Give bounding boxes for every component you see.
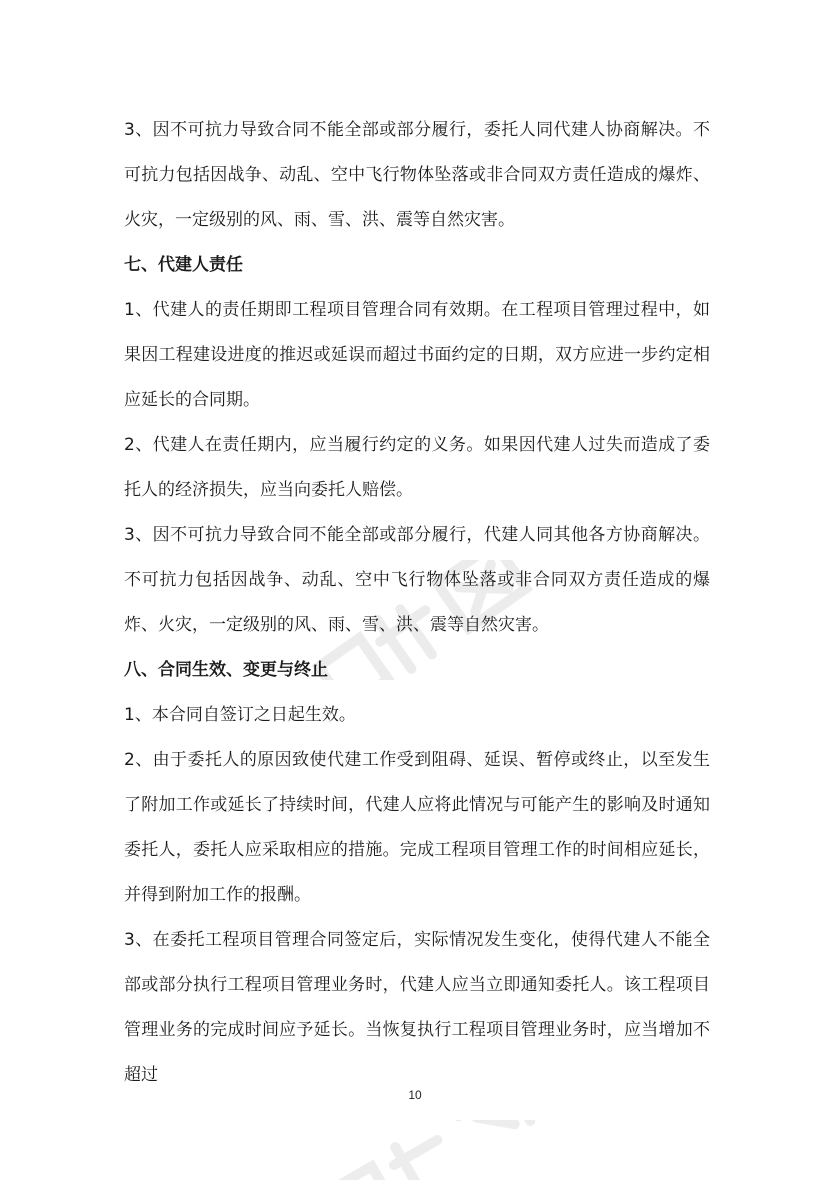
watermark-graphic-bottom — [260, 1120, 580, 1180]
section-heading-agent-responsibility: 七、代建人责任 — [124, 255, 243, 275]
paragraph-obligations: 2、代建人在责任期内，应当履行约定的义务。如果因代建人过失而造成了委托人的经济损失，应当向委托人赔偿。 — [124, 435, 710, 500]
paragraph-effective-date: 1、本合同自签订之日起生效。 — [124, 705, 356, 725]
paragraph-force-majeure-client: 3、因不可抗力导致合同不能全部或部分履行，委托人同代建人协商解决。不可抗力包括因战争、动乱、空中飞行物体坠落或非合同双方责任造成的爆炸、火灾，一定级别的风、雨、雪、洪、震等自然灾害。 — [124, 120, 710, 230]
paragraph-responsibility-period: 1、代建人的责任期即工程项目管理合同有效期。在工程项目管理过程中，如果因工程建设进度的推迟或延误而超过书面约定的日期，双方应进一步约定相应延长的合同期。 — [124, 300, 710, 410]
paragraph-force-majeure-agent: 3、因不可抗力导致合同不能全部或部分履行，代建人同其他各方协商解决。不可抗力包括因战争、动乱、空中飞行物体坠落或非合同双方责任造成的爆炸、火灾，一定级别的风、雨、雪、洪、震等自然灾害。 — [124, 525, 710, 635]
paragraph-circumstance-change: 3、在委托工程项目管理合同签定后，实际情况发生变化，使得代建人不能全部或部分执行工程项目管理业务时，代建人应当立即通知委托人。该工程项目管理业务的完成时间应予延长。当恢复执行工程项目管理业务时，应当增加不超过 — [124, 930, 710, 1085]
page-number: 10 — [408, 1088, 422, 1102]
section-heading-effect-change-termination: 八、合同生效、变更与终止 — [124, 660, 328, 680]
document-body — [124, 108, 710, 1098]
paragraph-client-delay: 2、由于委托人的原因致使代建工作受到阻碍、延误、暂停或终止，以至发生了附加工作或延长了持续时间，代建人应将此情况与可能产生的影响及时通知委托人，委托人应采取相应的措施。完成工程项目管理工作的时间相应延长，并得到附加工作的报酬。 — [124, 750, 710, 905]
